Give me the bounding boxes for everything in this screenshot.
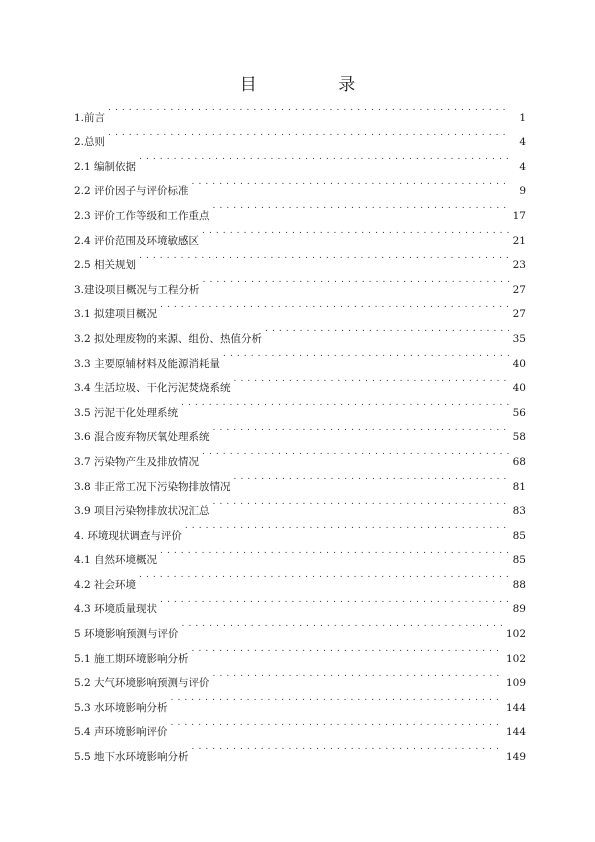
toc-leader-dots bbox=[213, 194, 509, 219]
toc-entry-page-number: 102 bbox=[505, 628, 526, 641]
toc-entry-page-number: 40 bbox=[512, 357, 526, 370]
toc-entry-label: 3.8 非正常工况下污染物排放情况 bbox=[74, 480, 231, 493]
toc-entry-label: 4.3 环境质量现状 bbox=[74, 603, 158, 616]
toc-entry-page-number: 81 bbox=[512, 480, 526, 493]
toc-entry-page-number: 85 bbox=[512, 529, 526, 542]
toc-leader-dots bbox=[171, 686, 503, 711]
toc-entry-page-number: 89 bbox=[512, 603, 526, 616]
toc-leader-dots bbox=[192, 735, 503, 760]
toc-leader-dots bbox=[213, 416, 509, 441]
toc-entry-label: 3.4 生活垃圾、干化污泥焚烧系统 bbox=[74, 382, 231, 395]
toc-entry-label: 2.5 相关规划 bbox=[74, 259, 137, 272]
toc-entry-page-number: 88 bbox=[512, 578, 526, 591]
toc-entry-label: 2.1 编制依据 bbox=[74, 160, 137, 173]
toc-entry-label: 2.总则 bbox=[74, 136, 106, 149]
toc-entry-label: 4.1 自然环境概况 bbox=[74, 554, 158, 567]
toc-leader-dots bbox=[213, 662, 503, 687]
toc-entry-label: 1.前言 bbox=[74, 111, 106, 124]
toc-entry-label: 5 环境影响预测与评价 bbox=[74, 628, 179, 641]
toc-entry bbox=[74, 170, 526, 198]
toc-leader-dots bbox=[108, 121, 509, 146]
toc-entry-label: 5.4 声环境影响评价 bbox=[74, 726, 168, 739]
toc-entry-page-number: 17 bbox=[512, 209, 526, 222]
toc-entry-label: 3.5 污泥干化处理系统 bbox=[74, 406, 179, 419]
toc-entry bbox=[74, 268, 526, 296]
toc-entry-page-number: 56 bbox=[512, 406, 526, 419]
toc-entry-page-number: 21 bbox=[512, 234, 526, 247]
toc-leader-dots bbox=[203, 268, 509, 293]
toc-leader-dots bbox=[160, 293, 509, 318]
toc-entry-page-number: 68 bbox=[512, 455, 526, 468]
toc-leader-dots bbox=[139, 244, 509, 269]
toc-entry-label: 3.1 拟建项目概况 bbox=[74, 308, 158, 321]
toc-leader-dots bbox=[160, 539, 509, 564]
toc-entry-page-number: 4 bbox=[519, 160, 526, 173]
toc-entry-label: 5.1 施工期环境影响分析 bbox=[74, 652, 189, 665]
toc-entry-label: 3.7 污染物产生及排放情况 bbox=[74, 455, 200, 468]
toc-leader-dots bbox=[185, 514, 509, 539]
toc-leader-dots bbox=[160, 588, 509, 613]
toc-leader-dots bbox=[171, 711, 503, 736]
page-title: 目 录 bbox=[239, 75, 394, 95]
toc-leader-dots bbox=[202, 219, 509, 244]
toc-entry-page-number: 40 bbox=[512, 382, 526, 395]
toc-leader-dots bbox=[139, 563, 509, 588]
toc-entry bbox=[74, 563, 526, 591]
toc-entry-page-number: 1 bbox=[519, 111, 526, 124]
toc-leader-dots bbox=[223, 342, 509, 367]
toc-entry-page-number: 9 bbox=[519, 185, 526, 198]
toc-entry-page-number: 4 bbox=[519, 136, 526, 149]
toc-entry-page-number: 149 bbox=[505, 751, 526, 764]
toc-entry-page-number: 35 bbox=[512, 332, 526, 345]
toc-entry-label: 5.3 水环境影响分析 bbox=[74, 701, 168, 714]
toc-entry-label: 3.6 混合废弃物厌氧处理系统 bbox=[74, 431, 210, 444]
toc-leader-dots bbox=[234, 465, 509, 490]
toc-entry-label: 5.2 大气环境影响预测与评价 bbox=[74, 677, 210, 690]
toc-leader-dots bbox=[181, 391, 509, 416]
toc-entry-label: 4. 环境现状调查与评价 bbox=[74, 529, 182, 542]
toc-entry-label: 2.4 评价范围及环境敏感区 bbox=[74, 234, 200, 247]
toc-entry bbox=[74, 588, 526, 616]
toc-entry bbox=[74, 145, 526, 173]
toc-entry bbox=[74, 121, 526, 149]
toc-leader-dots bbox=[192, 170, 509, 195]
toc-entry-label: 3.2 拟处理废物的来源、组份、热值分析 bbox=[74, 332, 263, 345]
toc-entry-page-number: 102 bbox=[505, 652, 526, 665]
toc-entry-page-number: 58 bbox=[512, 431, 526, 444]
table-of-contents bbox=[74, 96, 526, 764]
toc-entry-label: 4.2 社会环境 bbox=[74, 578, 137, 591]
toc-leader-dots bbox=[182, 612, 503, 637]
toc-entry-page-number: 144 bbox=[505, 726, 526, 739]
toc-entry-label: 3.3 主要原辅材料及能源消耗量 bbox=[74, 357, 221, 370]
toc-entry-page-number: 27 bbox=[512, 308, 526, 321]
toc-leader-dots bbox=[108, 96, 509, 121]
toc-entry-page-number: 109 bbox=[505, 677, 526, 690]
toc-leader-dots bbox=[213, 490, 509, 515]
toc-leader-dots bbox=[139, 145, 509, 170]
toc-entry-label: 3.9 项目污染物排放状况汇总 bbox=[74, 505, 210, 518]
toc-entry bbox=[74, 96, 526, 124]
toc-entry-page-number: 144 bbox=[505, 701, 526, 714]
toc-entry-label: 2.3 评价工作等级和工作重点 bbox=[74, 209, 210, 222]
toc-leader-dots bbox=[234, 367, 509, 392]
toc-entry-label: 2.2 评价因子与评价标准 bbox=[74, 185, 189, 198]
toc-entry-page-number: 23 bbox=[512, 259, 526, 272]
toc-entry-label: 3.建设项目概况与工程分析 bbox=[74, 283, 200, 296]
toc-leader-dots bbox=[265, 317, 509, 342]
toc-leader-dots bbox=[202, 440, 509, 465]
toc-leader-dots bbox=[192, 637, 503, 662]
toc-entry-label: 5.5 地下水环境影响分析 bbox=[74, 751, 189, 764]
toc-entry bbox=[74, 244, 526, 272]
toc-entry-page-number: 27 bbox=[512, 283, 526, 296]
toc-entry-page-number: 85 bbox=[512, 554, 526, 567]
toc-entry-page-number: 83 bbox=[512, 505, 526, 518]
